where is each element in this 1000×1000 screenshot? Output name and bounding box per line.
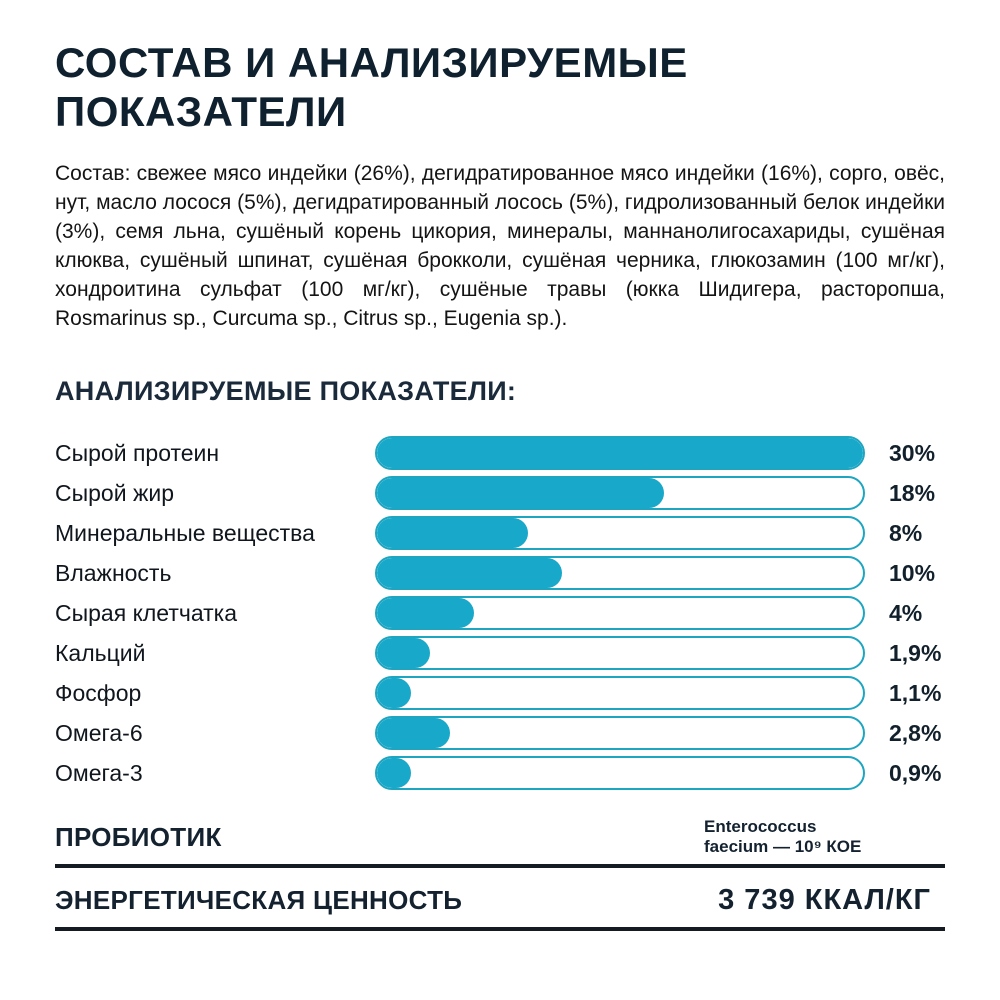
indicator-bar-fill <box>377 478 664 508</box>
indicator-bar-fill <box>377 438 863 468</box>
energy-value: 3 739 ККАЛ/КГ <box>718 883 931 916</box>
indicator-bar-track <box>375 636 865 670</box>
probiotic-value-line2: faecium — 10⁹ КОЕ <box>704 837 862 857</box>
indicator-label: Минеральные вещества <box>55 519 315 546</box>
indicator-bar-track <box>375 676 865 710</box>
probiotic-value-line1: Enterococcus <box>704 817 817 837</box>
indicator-label: Сырой протеин <box>55 439 220 466</box>
page-title: СОСТАВ И АНАЛИЗИРУЕМЫЕ ПОКАЗАТЕЛИ <box>55 39 688 136</box>
indicator-bar-track <box>375 556 865 590</box>
indicator-bar-fill <box>377 638 430 668</box>
indicator-row <box>55 553 945 593</box>
indicator-bar-track <box>375 596 865 630</box>
indicator-bar-fill <box>377 718 450 748</box>
indicator-row <box>55 753 945 793</box>
probiotic-row <box>55 817 945 868</box>
probiotic-label: ПРОБИОТИК <box>55 821 222 852</box>
indicator-bar-track <box>375 516 865 550</box>
indicator-bar-track <box>375 436 865 470</box>
indicator-value: 18% <box>889 479 936 506</box>
indicator-bar-fill <box>377 598 474 628</box>
indicator-row <box>55 593 945 633</box>
indicator-bar-fill <box>377 518 528 548</box>
composition-paragraph: Состав: свежее мясо индейки (26%), дегидратированное мясо индейки (16%), сорго, овёс, нут, масло лосося (5%), дегидратированный лосось (5%), гидролизованный белок индейки (3%), семя льна, сушёный корень цикория, минералы, маннанолигосахариды, сушёная клюква, сушёный шпинат, сушёная брокколи, сушёная черника, глюкозамин (100 мг/кг), хондроитина сульфат (100 мг/кг), сушёные травы (юкка Шидигера, расторопша, Rosmarinus sp., Curcuma sp., Citrus sp., Eugenia sp.). <box>55 162 945 331</box>
section-heading: АНАЛИЗИРУЕМЫЕ ПОКАЗАТЕЛИ: <box>55 376 517 407</box>
indicator-value: 0,9% <box>889 759 942 786</box>
energy-row <box>55 884 945 931</box>
energy-label: ЭНЕРГЕТИЧЕСКАЯ ЦЕННОСТЬ <box>55 884 463 915</box>
indicator-label: Кальций <box>55 639 146 666</box>
indicator-value: 10% <box>889 559 936 586</box>
indicator-row <box>55 673 945 713</box>
indicator-row <box>55 513 945 553</box>
indicator-value: 1,1% <box>889 679 942 706</box>
indicator-row <box>55 633 945 673</box>
indicator-bar-track <box>375 756 865 790</box>
indicator-bar-fill <box>377 758 411 788</box>
analyzed-indicators-chart <box>55 433 945 793</box>
indicator-row <box>55 713 945 753</box>
indicator-value: 30% <box>889 439 936 466</box>
indicator-value: 1,9% <box>889 639 942 666</box>
indicator-value: 2,8% <box>889 719 942 746</box>
indicator-value: 4% <box>889 599 923 626</box>
indicator-row <box>55 473 945 513</box>
probiotic-value <box>704 817 939 858</box>
indicator-label: Омега-6 <box>55 719 143 746</box>
indicator-bar-fill <box>377 678 411 708</box>
indicator-label: Влажность <box>55 559 172 586</box>
indicator-label: Фосфор <box>55 679 142 706</box>
indicator-bar-track <box>375 716 865 750</box>
indicator-row <box>55 433 945 473</box>
indicator-bar-track <box>375 476 865 510</box>
indicator-label: Сырой жир <box>55 479 174 506</box>
indicator-label: Омега-3 <box>55 759 143 786</box>
indicator-value: 8% <box>889 519 923 546</box>
indicator-bar-fill <box>377 558 562 588</box>
indicator-label: Сырая клетчатка <box>55 599 238 626</box>
